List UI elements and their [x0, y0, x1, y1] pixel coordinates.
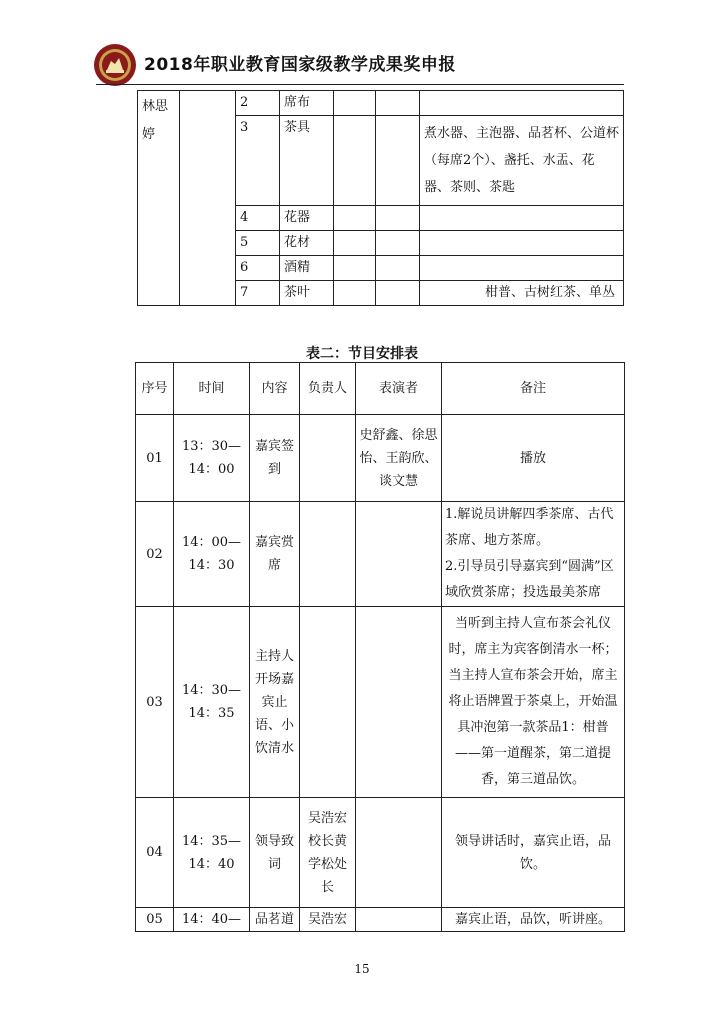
schedule-table-title: 表二：节目安排表 [306, 346, 418, 362]
item-name: 茶叶 [280, 281, 334, 306]
row-time: 13：30—14：00 [174, 415, 250, 502]
table-row [138, 91, 624, 116]
header-time: 时间 [174, 363, 250, 415]
row-time: 14：30—14：35 [174, 607, 250, 798]
item-name: 酒精 [280, 256, 334, 281]
table-row [136, 607, 625, 798]
row-performer: 史舒鑫、徐思怡、王韵欣、谈文慧 [356, 415, 442, 502]
header-owner: 负责人 [300, 363, 356, 415]
row-no: 02 [136, 502, 174, 607]
person-name: 林思婷 [138, 91, 180, 306]
item-note: 煮水器、主泡器、品茗杯、公道杯（每席2个）、盏托、水盂、花器、茶则、茶匙 [420, 116, 624, 206]
table-row [136, 502, 625, 607]
row-number: 5 [236, 231, 280, 256]
row-content: 嘉宾签到 [250, 415, 300, 502]
table-row [136, 415, 625, 502]
row-content: 品茗道 [250, 908, 300, 932]
row-time: 14：40— [174, 908, 250, 932]
header-content: 内容 [250, 363, 300, 415]
empty-cell [180, 91, 236, 306]
item-note: 柑普、古树红茶、单丛 [420, 281, 624, 306]
row-remark: 领导讲话时，嘉宾止语，品饮。 [442, 798, 625, 908]
row-performer [356, 502, 442, 607]
row-number: 2 [236, 91, 280, 116]
row-content: 主持人开场嘉宾止语、小饮清水 [250, 607, 300, 798]
row-remark: 播放 [442, 415, 625, 502]
header-divider [96, 84, 624, 85]
header-remark: 备注 [442, 363, 625, 415]
row-number: 7 [236, 281, 280, 306]
item-name: 席布 [280, 91, 334, 116]
row-owner [300, 502, 356, 607]
item-note [420, 91, 624, 116]
row-remark: 嘉宾止语，品饮，听讲座。 [442, 908, 625, 932]
table-row [136, 908, 625, 932]
row-time: 14：35—14：40 [174, 798, 250, 908]
item-note [420, 256, 624, 281]
row-performer [356, 798, 442, 908]
row-no: 01 [136, 415, 174, 502]
table-row [136, 798, 625, 908]
row-no: 05 [136, 908, 174, 932]
row-owner: 吴浩宏 [300, 908, 356, 932]
row-number: 3 [236, 116, 280, 206]
school-emblem-logo [93, 43, 137, 87]
row-content: 领导致词 [250, 798, 300, 908]
row-remark: 当听到主持人宣布茶会礼仪时，席主为宾客倒清水一杯；当主持人宣布茶会开始，席主将止语牌置于茶桌上，开始温具冲泡第一款茶品1：柑普——第一道醒茶，第二道提香，第三道品饮。 [442, 607, 625, 798]
header-no: 序号 [136, 363, 174, 415]
row-no: 03 [136, 607, 174, 798]
row-number: 4 [236, 206, 280, 231]
item-name: 茶具 [280, 116, 334, 206]
materials-table [137, 90, 624, 306]
row-owner: 吴浩宏校长黄学松处长 [300, 798, 356, 908]
page-number: 15 [354, 962, 370, 976]
item-note [420, 231, 624, 256]
row-remark [442, 502, 625, 607]
schedule-table [135, 362, 625, 932]
remark-line-1: 1.解说员讲解四季茶席、古代茶席、地方茶席。 [445, 507, 614, 548]
table-header-row [136, 363, 625, 415]
remark-line-2: 2.引导员引导嘉宾到“圆满”区域欣赏茶席；投选最美茶席 [445, 559, 614, 600]
row-time: 14：00—14：30 [174, 502, 250, 607]
item-note [420, 206, 624, 231]
row-number: 6 [236, 256, 280, 281]
row-performer [356, 908, 442, 932]
page-header-title: 2018年职业教育国家级教学成果奖申报 [144, 55, 456, 75]
header-performer: 表演者 [356, 363, 442, 415]
row-content: 嘉宾赏席 [250, 502, 300, 607]
row-owner [300, 607, 356, 798]
item-name: 花器 [280, 206, 334, 231]
row-performer [356, 607, 442, 798]
item-name: 花材 [280, 231, 334, 256]
row-no: 04 [136, 798, 174, 908]
row-owner [300, 415, 356, 502]
